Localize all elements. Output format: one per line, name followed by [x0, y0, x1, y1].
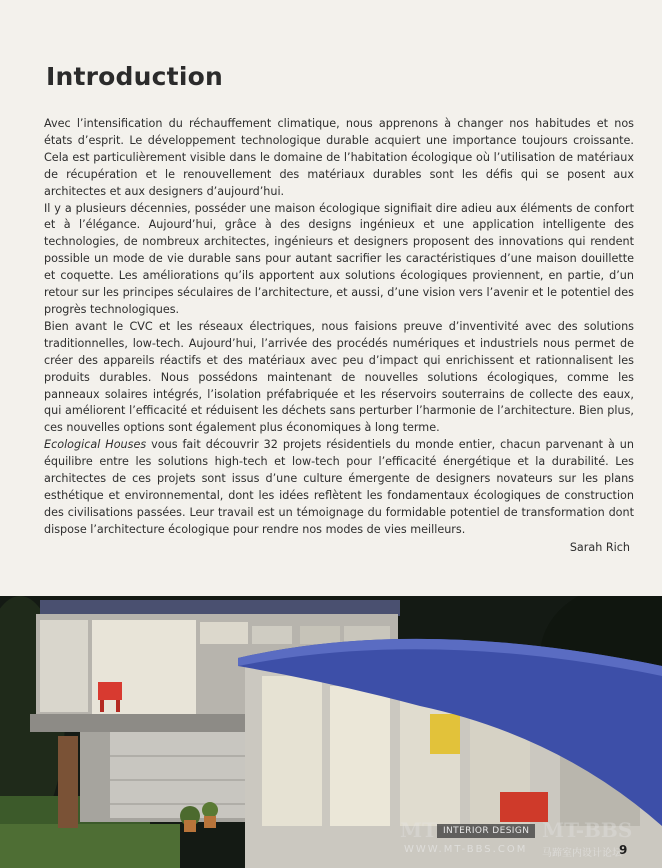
watermark-url: WWW.MT-BBS.COM — [404, 844, 528, 855]
watermark-right: MT-BBS — [542, 818, 633, 842]
paragraph-4-text: vous fait découvrir 32 projets résidentiels du monde entier, chacun parvenant à un équilibre entre les solutions high-tech et low-tech pour l’efficacité énergétique et la durabilité. Les architectes de ces projets sont issus d’une culture émergente de designers novateurs sur les plans esthétique et environnemental, dont les idées reflètent les fondamentaux écologiques de construction des civilisations passées. Leur travail est un témoignage du formidable potentiel de transformation dont dispose l’architecture écologique pour rendre nos modes de vies meilleurs. — [44, 438, 634, 536]
watermark-chinese: 马蹄室内设计论坛 — [542, 848, 622, 859]
page-number: 9 — [619, 843, 628, 857]
paragraph-1: Avec l’intensification du réchauffement climatique, nous apprenons à changer nos habitudes et nos états d’esprit. Le développement technologique durable acquiert une importance toujours croissante. Cela est particulièrement visible dans le domaine de l’habitation écologique où l’utilisation de matériaux de récupération et le renouvellement des matériaux durables sont les défis qui se posent aux architectes et aux designers d’aujourd’hui. — [44, 117, 634, 198]
watermark-badge: INTERIOR DESIGN — [437, 824, 535, 838]
book-title-italic: Ecological Houses — [44, 438, 147, 452]
author-signature: Sarah Rich — [569, 541, 630, 554]
paragraph-3: Bien avant le CVC et les réseaux électriques, nous faisions preuve d’inventivité avec des solutions traditionnelles, low-tech. Aujourd’hui, l’arrivée des procédés numériques et industriels nous permet de créer des appareils réactifs et des matériaux avec peu d’impact qui enrichissent et rationnalisent les produits durables. Nous possédons maintenant de nouvelles solutions écologiques, comme les panneaux solaires intégrés, l’isolation préfabriquée et les réservoirs souterrains de collecte des eaux, qui améliorent l’efficacité et réduisent les déchets sans perturber l’harmonie de l’architecture. Bien plus, ces nouvelles options sont également plus économiques à long terme. — [44, 319, 634, 435]
introduction-text — [44, 116, 634, 539]
paragraph-2: Il y a plusieurs décennies, posséder une maison écologique signifiait dire adieu aux éléments de confort et à l’élégance. Aujourd’hui, grâce à des designs ingénieux et une application intelligente des technologies, de nombreux architectes, ingénieurs et designers proposent des innovations qui rendent possible un mode de vie durable sans pour autant sacrifier les caractéristiques d’une maison douillette et coquette. Les améliorations qu’ils apportent aux solutions écologiques proviennent, en partie, d’un retour sur les principes séculaires de l’architecture, et aussi, d’une vision vers l’avenir et le potentiel des progrès technologiques. — [44, 201, 634, 316]
watermark-left: MT — [400, 818, 438, 842]
paragraph-4 — [44, 437, 634, 538]
page-title: Introduction — [46, 62, 223, 91]
